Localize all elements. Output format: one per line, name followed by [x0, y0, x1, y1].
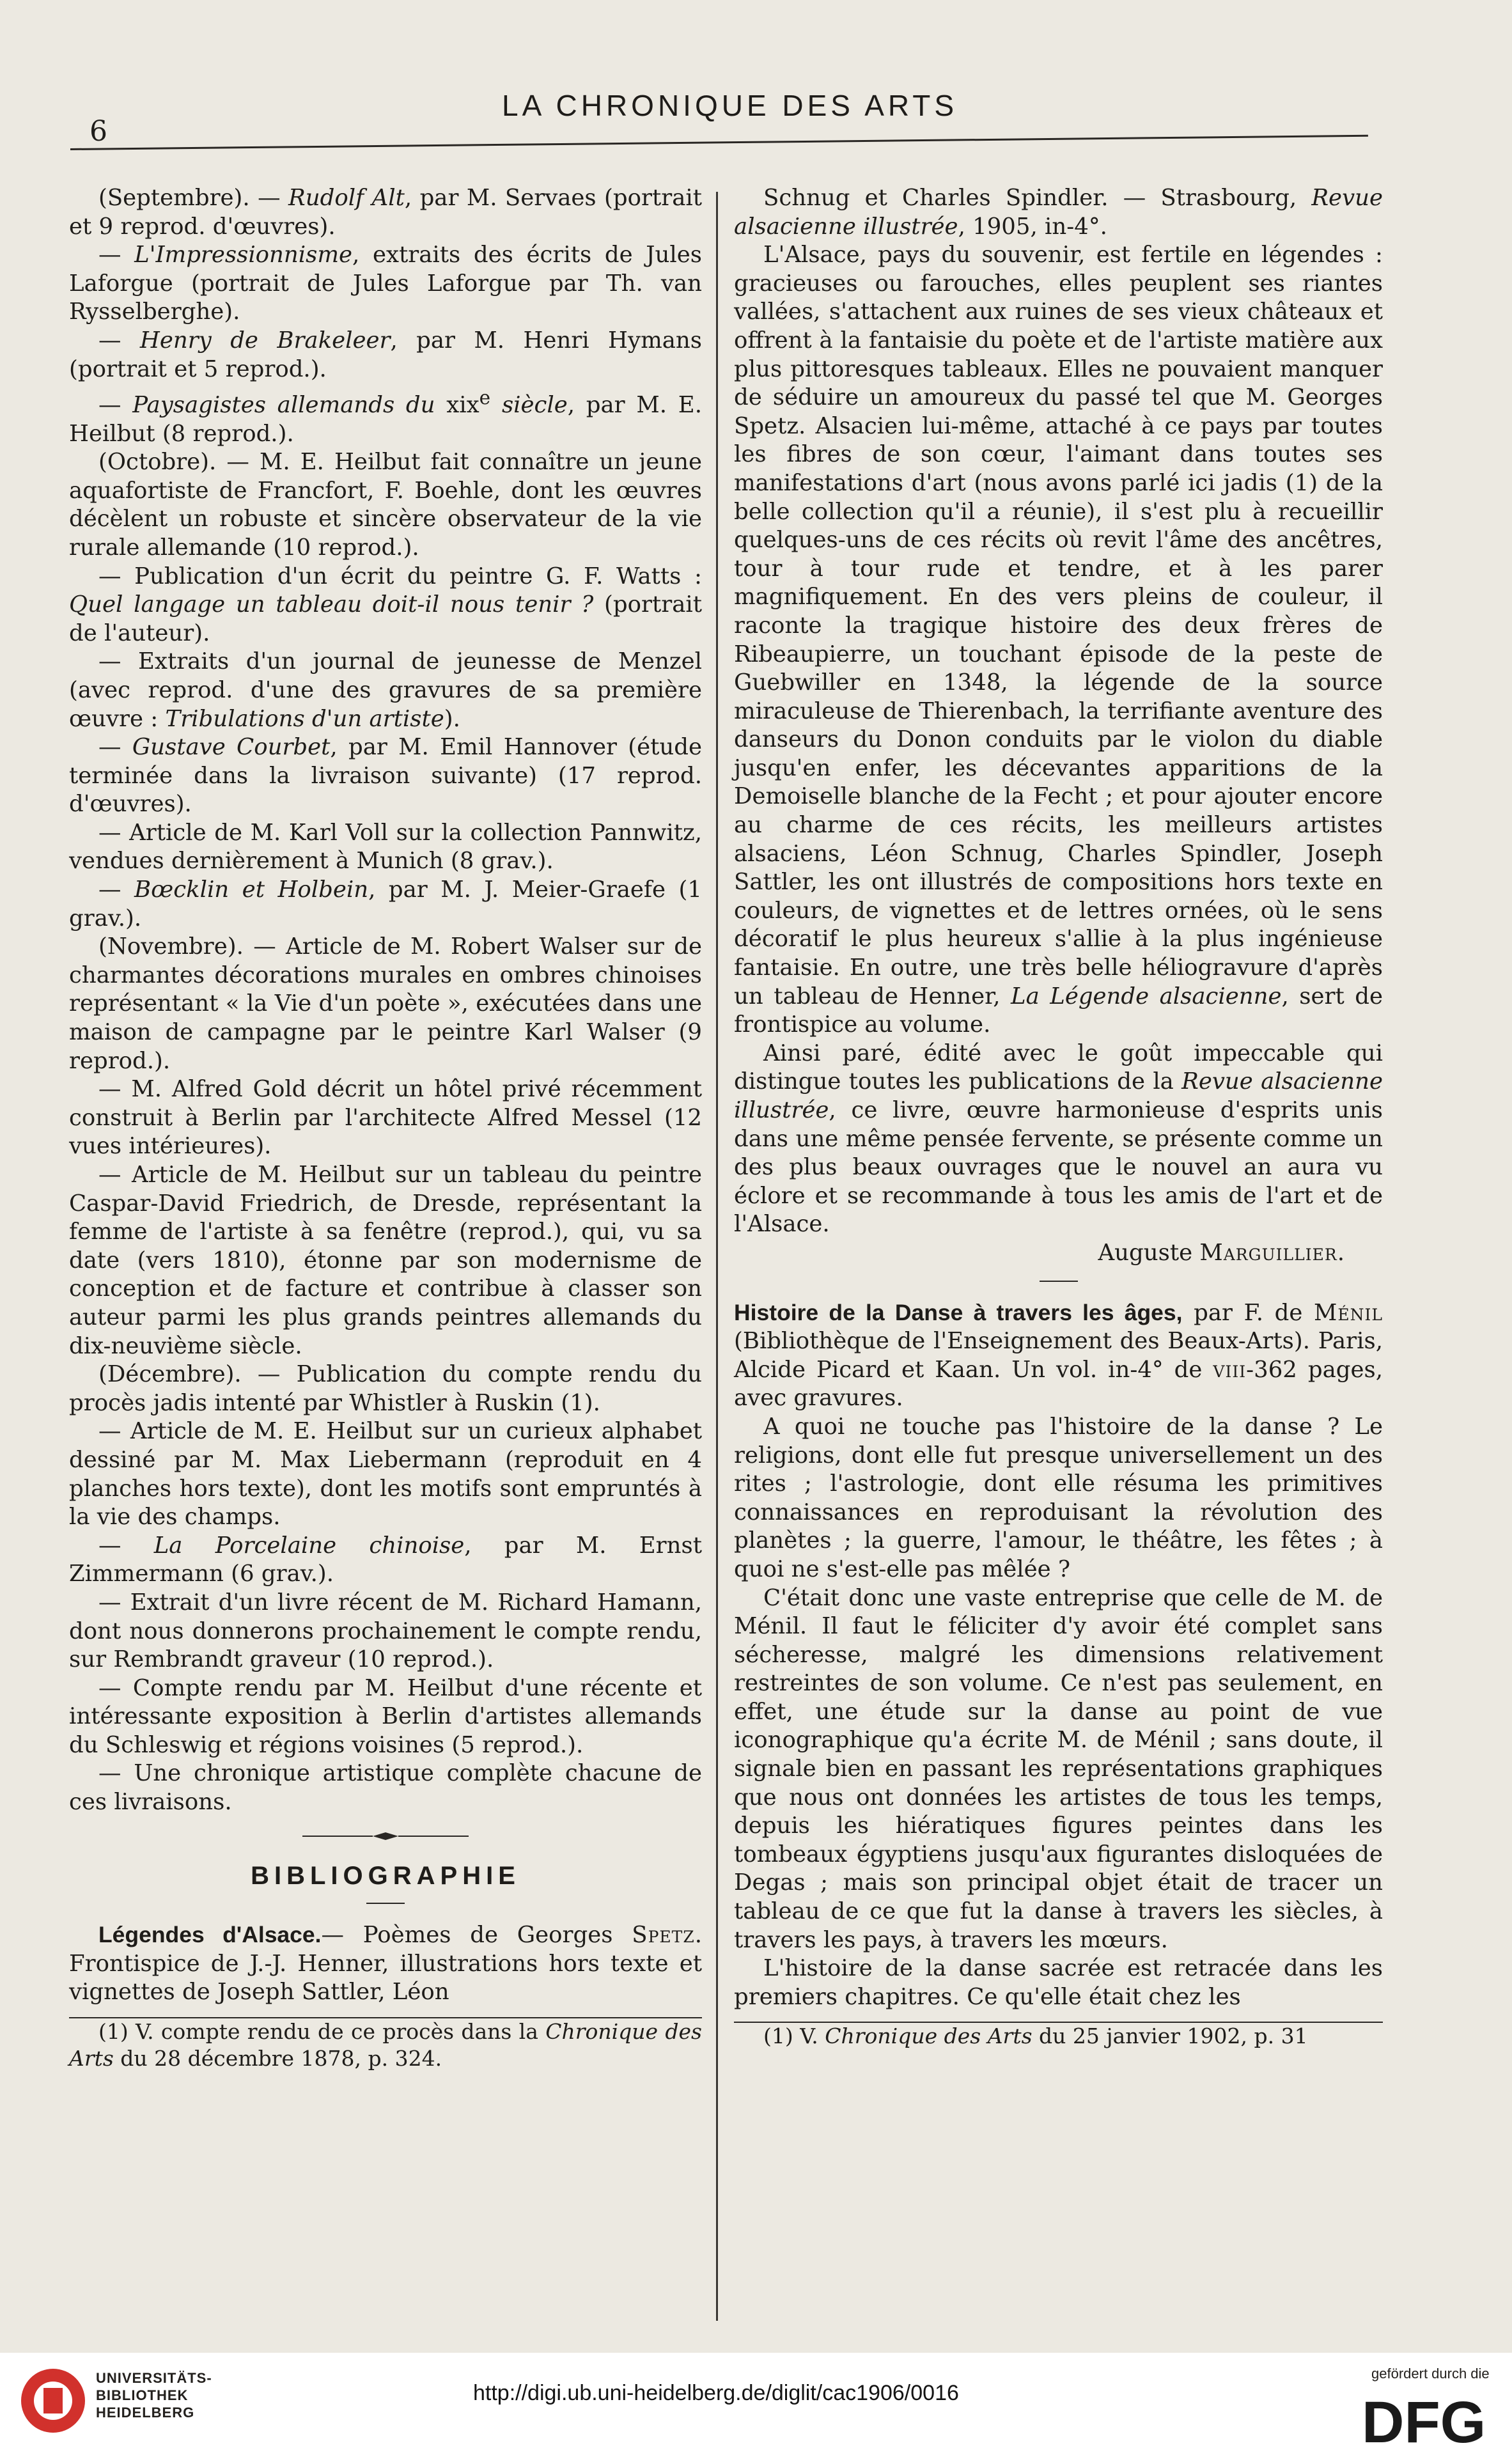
- book-title-danse: Histoire de la Danse à travers les âges,: [734, 1299, 1183, 1325]
- left-paragraph-14: (Décembre). — Publication du compte rendu du procès jadis intenté par Whistler à Ruskin (1).: [69, 1361, 702, 1416]
- danse-paragraph-3: L'histoire de la danse sacrée est retracée dans les premiers chapitres. Ce qu'elle était chez les: [734, 1955, 1383, 2010]
- left-paragraphs: [69, 184, 702, 1817]
- left-paragraph-2: — L'Impressionnisme, extraits des écrits de Jules Laforgue (portrait de Jules Laforgue par Th. van Rysselberghe).: [69, 242, 702, 325]
- left-paragraph-15: — Article de M. E. Heilbut sur un curieux alphabet dessiné par M. Max Liebermann (reproduit en 4 planches hors texte), dont les motifs sont empruntés à la vie des champs.: [69, 1418, 702, 1531]
- left-paragraph-16: — La Porcelaine chinoise, par M. Ernst Zimmermann (6 grav.).: [69, 1532, 702, 1587]
- short-rule: [366, 1903, 405, 1904]
- library-line-3: HEIDELBERG: [96, 2405, 195, 2421]
- left-paragraph-8: — Gustave Courbet, par M. Emil Hannover (étude terminée dans la livraison suivante) (17 reprod. d'œuvres).: [69, 734, 702, 818]
- library-line-1: UNIVERSITÄTS-: [96, 2370, 212, 2386]
- book-entry-danse: [734, 1298, 1383, 1413]
- right-column: [734, 184, 1383, 2050]
- source-url-link[interactable]: http://digi.ub.uni-heidelberg.de/diglit/cac1906/0016: [473, 2381, 959, 2405]
- left-paragraph-11: (Novembre). — Article de M. Robert Walser sur de charmantes décorations murales en ombres chinoises représentant « la Vie d'un poète », exécutées dans une maison de campagne par le peintre Karl Walser (9 reprod.).: [69, 933, 702, 1074]
- library-line-2: BIBLIOTHEK: [96, 2387, 189, 2403]
- left-paragraph-19: — Une chronique artistique complète chacune de ces livraisons.: [69, 1760, 702, 1816]
- column-divider: [716, 192, 718, 2321]
- short-rule-right: [1040, 1281, 1078, 1282]
- left-footnote: (1) V. compte rendu de ce procès dans la Chronique des Arts du 28 décembre 1878, p. 324.: [69, 2019, 702, 2071]
- left-paragraph-5: (Octobre). — M. E. Heilbut fait connaître un jeune aquafortiste de Francfort, F. Boehle, dont les œuvres décèlent un robuste et sincère observateur de la vie rurale allemande (10 reprod.).: [69, 449, 702, 561]
- left-paragraph-12: — M. Alfred Gold décrit un hôtel privé récemment construit à Berlin par l'architecte Alfred Messel (12 vues intérieures).: [69, 1076, 702, 1160]
- header-rule: [70, 135, 1368, 150]
- bibliography-entry: [69, 1921, 702, 2007]
- dfg-logo-text: DFG: [1362, 2391, 1486, 2450]
- section-heading-bibliographie: BIBLIOGRAPHIE: [251, 1861, 520, 1890]
- left-paragraph-9: — Article de M. Karl Voll sur la collection Pannwitz, vendues dernièrement à Munich (8 grav.).: [69, 819, 702, 875]
- right-paragraphs-danse: [734, 1413, 1383, 2011]
- left-paragraph-4: — Paysagistes allemands du xix$^e$ siècle, par M. E. Heilbut (8 reprod.).: [69, 387, 702, 447]
- ornament-divider: [69, 1817, 702, 1855]
- left-paragraph-17: — Extrait d'un livre récent de M. Richard Hamann, dont nous donnerons prochainement le compte rendu, sur Rembrandt graveur (10 reprod.).: [69, 1589, 702, 1673]
- left-paragraph-13: — Article de M. Heilbut sur un tableau du peintre Caspar-David Friedrich, de Dresde, représentant la femme de l'artiste à sa fenêtre (reprod.), qui, vu sa date (vers 1810), étonne par son modernisme de conception et de facture et contribue à classer son auteur parmi les plus grands peintres allemands du dix-neuvième siècle.: [69, 1162, 702, 1359]
- left-paragraph-1: (Septembre). — Rudolf Alt, par M. Servaes (portrait et 9 reprod. d'œuvres).: [69, 185, 702, 240]
- book-details-legendes: — Poèmes de Georges Spetz. Frontispice de J.-J. Henner, illustrations hors texte et vignettes de Joseph Sattler, Léon: [69, 1922, 702, 2006]
- page-number: 6: [90, 115, 107, 148]
- dfg-logo-icon: [1362, 2391, 1499, 2450]
- legendes-paragraph-1: Schnug et Charles Spindler. — Strasbourg, Revue alsacienne illustrée, 1905, in-4°.: [734, 185, 1383, 240]
- legendes-paragraph-2: L'Alsace, pays du souvenir, est fertile en légendes : gracieuses ou farouches, elles peuplent ses riantes vallées, s'attachent aux ruines de ses vieux châteaux et offrent à la fantaisie du poète et de l'artiste matière aux plus pittoresques tableaux. Elles ne pouvaient manquer de séduire un amoureux du passé tel que M. Georges Spetz. Alsacien lui-même, attaché à ce pays par toutes les fibres de son cœur, l'aimant dans toutes ses manifestations d'art (nous avons parlé ici jadis (1) de la belle collection qu'il a réunie), il s'est plu à recueillir quelques-uns de ces récits où revit l'âme des ancêtres, tour à tour rude et tendre, et à les parer magnifiquement. En des vers pleins de couleur, il raconte la tragique histoire des deux frères de Ribeaupierre, un touchant épisode de la peste de Guebwiller en 1348, la légende de la source miraculeuse de Thierenbach, la terrifiante aventure des danseurs du Donon conduits par le violon du diable jusqu'en enfer, les décevantes apparitions de la Demoiselle blanche de la Fecht ; et pour ajouter encore au charme de ces récits, les meilleurs artistes alsaciens, Léon Schnug, Charles Spindler, Joseph Sattler, les ont illustrés de compositions hors texte en couleurs, de vignettes et de lettres ornées, où le sens décoratif le plus heureux s'allie à la plus ingénieuse fantaisie. En outre, une très belle héliogravure d'après un tableau de Henner, La Légende alsacienne, sert de frontispice au volume.: [734, 242, 1383, 1038]
- right-footnote: (1) V. Chronique des Arts du 25 janvier 1902, p. 31: [763, 2023, 1308, 2049]
- left-paragraph-18: — Compte rendu par M. Heilbut d'une récente et intéressante exposition à Berlin d'artistes allemands du Schleswig et régions voisines (5 reprod.).: [69, 1674, 702, 1758]
- danse-paragraph-1: A quoi ne touche pas l'histoire de la danse ? Le religions, dont elle fut presque universellement un des rites ; l'astrologie, dont elle résuma les primitives connaissances en reproduisant la révolution des planètes ; la guerre, l'amour, le théâtre, les fêtes ; à quoi ne s'est-elle pas mêlée ?: [734, 1413, 1383, 1582]
- legendes-paragraph-3: Ainsi paré, édité avec le goût impeccable qui distingue toutes les publications de la Revue alsacienne illustrée, ce livre, œuvre harmonieuse d'esprits unis dans une même pensée fervente, se présente comme un des plus beaux ouvrages que le nouvel an aura vu éclore et se recommande à tous les amis de l'art et de l'Alsace.: [734, 1040, 1383, 1238]
- left-paragraph-7: — Extraits d'un journal de jeunesse de Menzel (avec reprod. d'une des gravures de sa première œuvre : Tribulations d'un artiste).: [69, 648, 702, 732]
- left-column: [69, 184, 702, 2072]
- danse-paragraph-2: C'était donc une vaste entreprise que celle de M. de Ménil. Il faut le féliciter d'y avoir été complet sans sécheresse, malgré les dimensions relativement restreintes de son volume. Ce n'est pas seulement, en effet, une étude sur la danse au point de vue iconographique qu'a écrite M. de Ménil ; sans doute, il signale bien en passant les représentations graphiques que nous ont données les artistes de tous les temps, depuis les hiératiques figures peintes dans les tombeaux égyptiens jusqu'aux figurantes disloquées de Degas ; mais son principal objet était de tracer un tableau de ce que fut la danse à travers les siècles, à travers les pays, à travers les mœurs.: [734, 1584, 1383, 1953]
- footer-bar: [0, 2353, 1512, 2464]
- right-paragraphs-legendes: [734, 184, 1383, 1239]
- left-paragraph-6: — Publication d'un écrit du peintre G. F. Watts : Quel langage un tableau doit-il nous tenir ? (portrait de l'auteur).: [69, 563, 702, 646]
- signature: Auguste Marguillier.: [1098, 1239, 1344, 1266]
- running-title: LA CHRONIQUE DES ARTS: [502, 89, 958, 122]
- library-name: [96, 2369, 212, 2421]
- funded-by-label: gefördert durch die: [1371, 2366, 1490, 2382]
- ornament-icon: [290, 1830, 481, 1843]
- book-details-danse: par F. de Ménil (Bibliothèque de l'Enseignement des Beaux-Arts). Paris, Alcide Picard et Kaan. Un vol. in-4° de viii-362 pages, avec gravures.: [734, 1299, 1383, 1412]
- book-title-legendes: Légendes d'Alsace.: [98, 1922, 322, 1948]
- university-library-logo-icon: [18, 2366, 88, 2436]
- left-paragraph-10: — Bœcklin et Holbein, par M. J. Meier-Graefe (1 grav.).: [69, 877, 702, 932]
- left-paragraph-3: — Henry de Brakeleer, par M. Henri Hymans (portrait et 5 reprod.).: [69, 327, 702, 382]
